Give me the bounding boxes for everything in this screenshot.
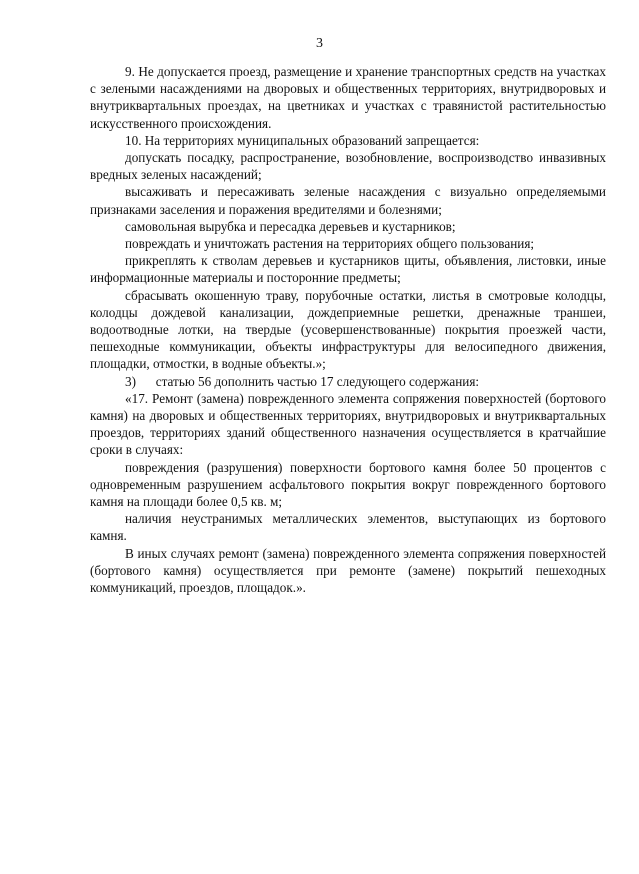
other-cases-paragraph: В иных случаях ремонт (замена) поврежденного элемента сопряжения поверхностей (бортового камня) осуществляется при ремонте (замене) покрытий пешеходных коммуникаций, проездов, площадок.». — [90, 545, 606, 596]
paragraph-item-17: «17. Ремонт (замена) поврежденного элемента сопряжения поверхностей (бортового камня) на дворовых и общественных территориях, внутридворовых и внутриквартальных проездов, территориях зданий общественного назначения осуществляется в кратчайшие сроки в случаях: — [90, 390, 606, 458]
prohibition-dump-grass: сбрасывать окошенную траву, порубочные остатки, листья в смотровые колодцы, колодцы дождевой канализации, дождеприемные решетки, дренажные траншеи, водоотводные лотки, на твердые (усовершенствованные) покрытия проезжей части, пешеходные коммуникации, объекты инфраструктуры для велосипедного движения, площадки, отмостки, в водные объекты.»; — [90, 287, 606, 372]
prohibition-attach-to-trunks: прикреплять к стволам деревьев и кустарников щиты, объявления, листовки, иные информационные материалы и посторонние предметы; — [90, 253, 606, 286]
document-body — [90, 63, 606, 596]
case-metal-elements: наличия неустранимых металлических элементов, выступающих из бортового камня. — [90, 511, 606, 544]
prohibition-infested-plants: высаживать и пересаживать зеленые насаждения с визуально определяемыми признаками заселения и поражения вредителями и болезнями; — [90, 184, 606, 217]
case-curb-damage: повреждения (разрушения) поверхности бортового камня более 50 процентов с одновременным разрушением асфальтового покрытия вокруг поврежденного бортового камня на площади более 0,5 кв. м; — [90, 459, 606, 510]
prohibition-damage-plants: повреждать и уничтожать растения на территориях общего пользования; — [125, 236, 535, 252]
page-number: 3 — [316, 36, 323, 51]
amendment-item-3: 3) статью 56 дополнить частью 17 следующего содержания: — [125, 373, 480, 389]
paragraph-item-10-heading: 10. На территориях муниципальных образований запрещается: — [125, 132, 480, 148]
paragraph-item-9: 9. Не допускается проезд, размещение и хранение транспортных средств на участках с зелеными насаждениями на дворовых и общественных территориях, внутридворовых и внутриквартальных проездах, на цветниках и участках с травянистой растительностью искусственного происхождения. — [90, 64, 606, 131]
prohibition-invasive-plants: допускать посадку, распространение, возобновление, воспроизводство инвазивных вредных зеленых насаждений; — [90, 150, 606, 183]
prohibition-unauthorized-felling: самовольная вырубка и пересадка деревьев и кустарников; — [125, 218, 456, 234]
